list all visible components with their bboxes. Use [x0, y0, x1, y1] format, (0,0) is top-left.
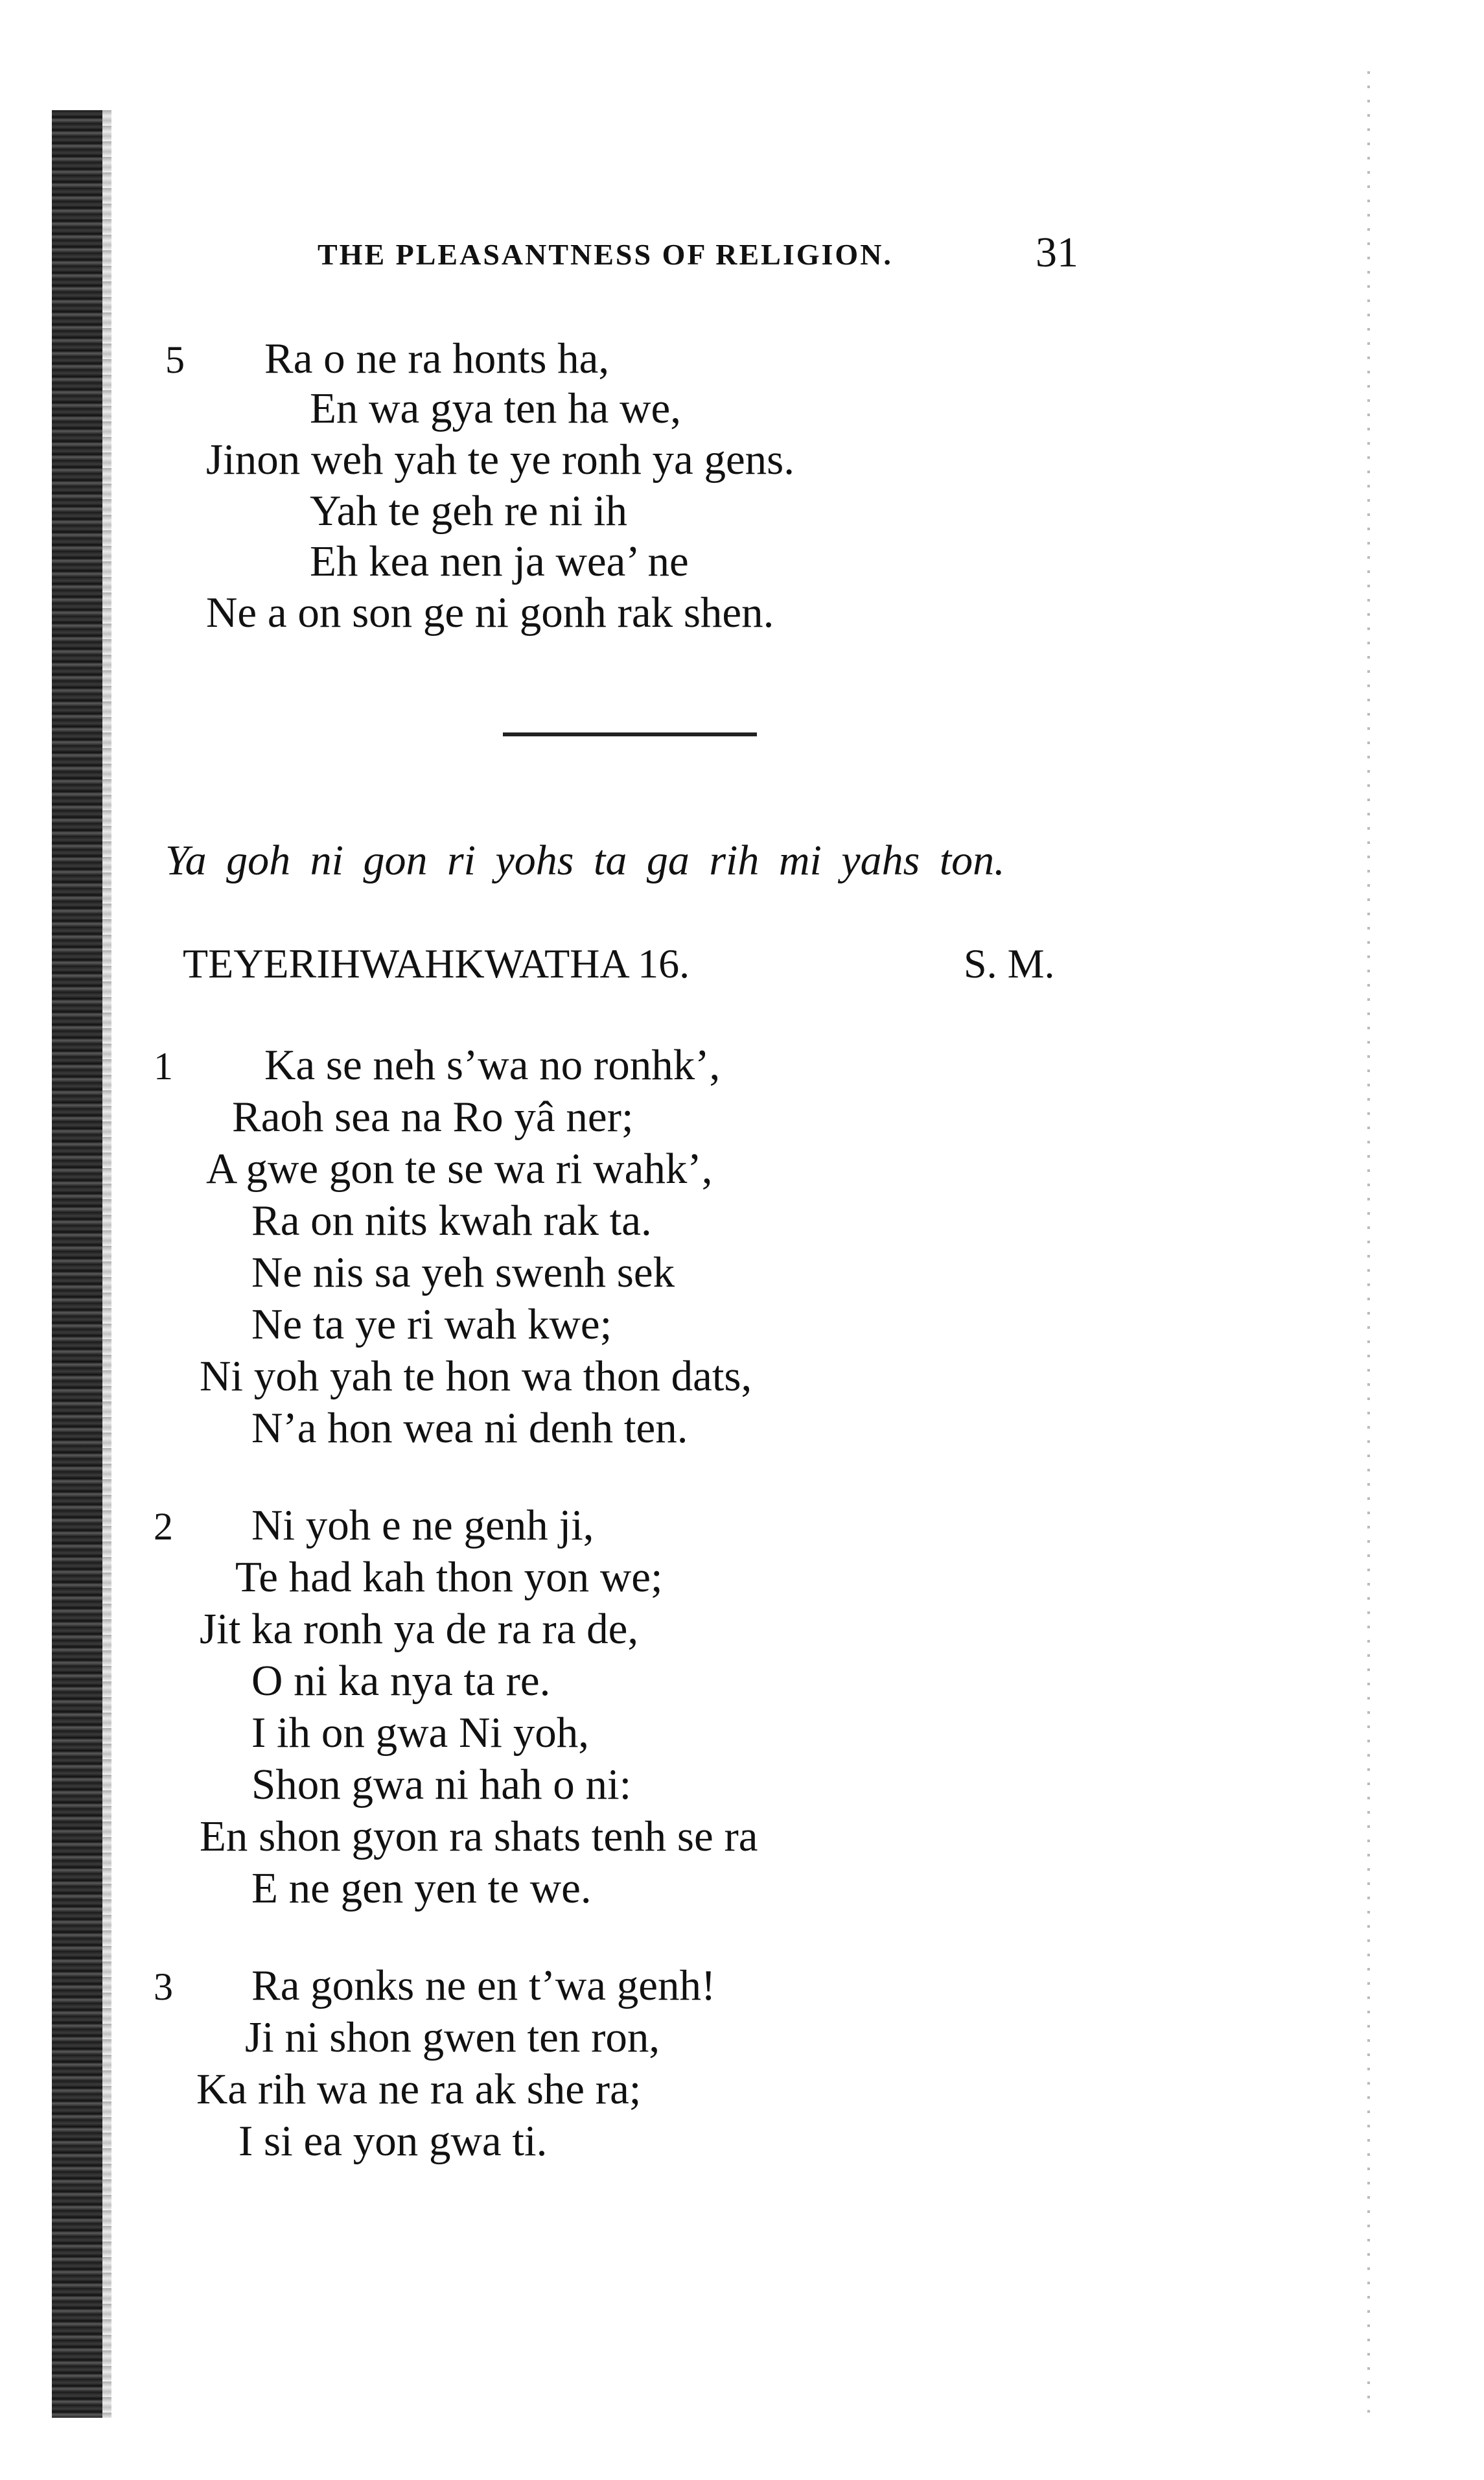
stanza-1-number: 1 [154, 1045, 173, 1088]
stanza-5-line-4: Yah te geh re ni ih [310, 487, 628, 535]
stanza-1-line-3: A gwe gon te se wa ri wahk’, [206, 1145, 713, 1193]
stanza-5-line-1: Ra o ne ra honts ha, [264, 334, 610, 382]
section-divider-rule [503, 732, 757, 736]
stanza-3-number: 3 [154, 1965, 173, 2008]
stanza-5-line-2: En wa gya ten ha we, [310, 384, 682, 432]
stanza-5-number: 5 [165, 338, 185, 381]
running-head: THE PLEASANTNESS OF RELIGION. [318, 238, 893, 271]
stanza-3-line-2: Ji ni shon gwen ten ron, [245, 2013, 660, 2061]
stanza-2-line-3: Jit ka ronh ya de ra ra de, [200, 1605, 639, 1653]
stanza-2-number: 2 [154, 1505, 173, 1548]
stanza-5-line-3: Jinon weh yah te ye ronh ya gens. [206, 436, 795, 484]
stanza-1-line-2: Raoh sea na Ro yâ ner; [232, 1093, 634, 1141]
stanza-2-line-2: Te had kah thon yon we; [235, 1553, 663, 1601]
book-binding-edge [52, 110, 102, 2418]
stanza-5-line-6: Ne a on son ge ni gonh rak shen. [206, 589, 774, 637]
hymn-title: TEYERIHWAHKWATHA 16. [183, 941, 690, 987]
stanza-1-line-1: Ka se neh s’wa no ronhk’, [264, 1041, 721, 1089]
stanza-2-line-8: E ne gen yen te we. [251, 1864, 592, 1912]
stanza-1-line-6: Ne ta ye ri wah kwe; [251, 1300, 612, 1348]
stanza-1-line-8: N’a hon wea ni denh ten. [251, 1404, 688, 1452]
stanza-2-line-7: En shon gyon ra shats tenh se ra [200, 1812, 758, 1860]
stanza-2-line-6: Shon gwa ni hah o ni: [251, 1761, 632, 1808]
stanza-3-line-1: Ra gonks ne en t’wa genh! [251, 1961, 716, 2009]
stanza-2-line-1: Ni yoh e ne genh ji, [251, 1501, 594, 1549]
stanza-2-line-5: I ih on gwa Ni yoh, [251, 1709, 590, 1757]
tune-line: Ya goh ni gon ri yohs ta ga rih mi yahs ton. [165, 837, 1005, 884]
page-right-edge [1367, 71, 1370, 2418]
stanza-3-line-4: I si ea yon gwa ti. [238, 2117, 548, 2165]
stanza-3-line-3: Ka rih wa ne ra ak she ra; [196, 2065, 642, 2113]
hymn-meter: S. M. [964, 941, 1055, 987]
stanza-2-line-4: O ni ka nya ta re. [251, 1657, 551, 1705]
stanza-1-line-7: Ni yoh yah te hon wa thon dats, [200, 1352, 752, 1400]
stanza-1-line-4: Ra on nits kwah rak ta. [251, 1197, 652, 1245]
page-number: 31 [1036, 229, 1078, 276]
stanza-1-line-5: Ne nis sa yeh swenh sek [251, 1248, 675, 1296]
stanza-5-line-5: Eh kea nen ja wea’ ne [310, 537, 689, 585]
